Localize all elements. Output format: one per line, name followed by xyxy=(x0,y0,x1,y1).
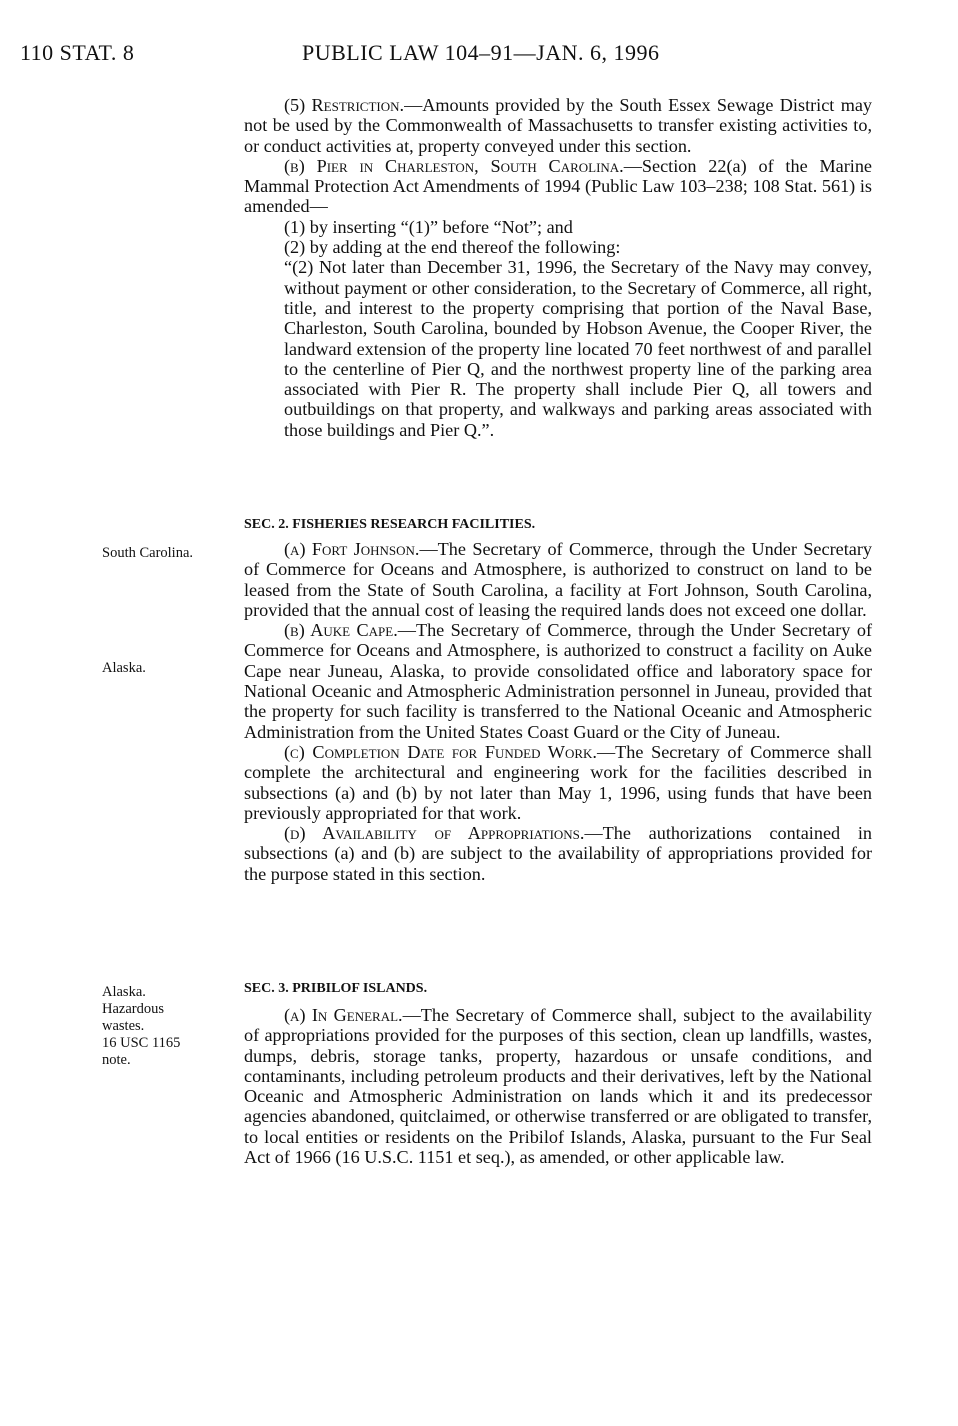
paragraph-heading: (b) Pier in Charleston, South Carolina. xyxy=(284,155,624,176)
margin-note-line: Hazardous xyxy=(102,1001,165,1017)
paragraph-heading: (5) Restriction. xyxy=(284,95,405,115)
paragraph-heading: (d) Availability of Appropriations. xyxy=(284,823,585,844)
margin-note-alaska-2 xyxy=(102,984,180,1069)
paragraph-3a-in-general xyxy=(244,1005,872,1167)
section-3-heading: SEC. 3. PRIBILOF ISLANDS. xyxy=(244,981,428,996)
page-stat-number: 110 STAT. 8 xyxy=(20,40,135,65)
paragraph-heading: (c) Completion Date for Funded Work. xyxy=(284,741,597,762)
paragraph-heading: (b) Auke Cape. xyxy=(284,620,398,641)
section-2-heading: SEC. 2. FISHERIES RESEARCH FACILITIES. xyxy=(244,517,536,532)
margin-note-line: wastes. xyxy=(102,1018,145,1034)
section-3-body xyxy=(244,1005,872,1167)
paragraph-b-pier xyxy=(244,156,872,217)
paragraph-5-restriction xyxy=(244,95,872,156)
list-item-2: (2) by adding at the end thereof the following: xyxy=(284,237,621,258)
paragraph-text: —The Secretary of Commerce, through the Under Secretary of Commerce for Oceans and Atmosphere, is authorized to construct on land to be leased from the State of South Carolina, a facility at Fort Johnson, South Carolina, provided that the annual cost of leasing the required lands does not exceed one dollar. xyxy=(244,539,872,620)
margin-note-alaska: Alaska. xyxy=(102,660,146,676)
margin-note-line: 16 USC 1165 xyxy=(102,1035,181,1051)
paragraph-text: —Amounts provided by the South Essex Sewage District may not be used by the Commonwealth of Massachusetts to transfer existing activities to, or conduct activities at, property conveyed under this section. xyxy=(244,95,873,156)
margin-note-line: Alaska. xyxy=(102,984,146,1000)
quoted-amendment: “(2) Not later than December 31, 1996, the Secretary of the Navy may convey, without payment or other consideration, to the Secretary of Commerce, all right, title, and interest to the property comprising that portion of the Naval Base, Charleston, South Carolina, bounded by Hobson Avenue, the Cooper River, the landward extension of the property line located 70 feet northwest of and parallel to the centerline of Pier Q, and the northwest property line of the parking area associated with Pier R. The property shall include Pier Q, all towers and outbuildings on that property, and walkways and parking areas associated with those buildings and Pier Q.”. xyxy=(284,257,872,440)
paragraph-text: —The Secretary of Commerce shall complete the architectural and engineering work for the facilities described in subsections (a) and (b) by not later than May 1, 1996, using funds that have been previously appropriated for that work. xyxy=(244,741,872,823)
paragraph-heading: (a) In General. xyxy=(284,1005,403,1025)
list-item-1: (1) by inserting “(1)” before “Not”; and xyxy=(284,216,573,237)
section-1-continuation xyxy=(244,95,872,440)
section-2-body xyxy=(244,539,872,884)
margin-note-south-carolina: South Carolina. xyxy=(102,545,194,561)
paragraph-2d-availability xyxy=(244,823,872,884)
running-header: PUBLIC LAW 104–91—JAN. 6, 1996 xyxy=(302,40,660,65)
paragraph-text: —The authorizations contained in subsections (a) and (b) are subject to the availability of appropriations provided for the purpose stated in this section. xyxy=(244,823,872,884)
paragraph-text: —The Secretary of Commerce shall, subject to the availability of appropriations provided for the purposes of this section, clean up landfills, wastes, dumps, debris, storage tanks, property, hazardous or unsafe conditions, and contaminants, including petroleum products and their derivatives, left by the National Oceanic and Atmospheric Administration on lands which it and its predecessor agencies abandoned, quitclaimed, or otherwise transferred or are obligated to transfer, to local entities or residents on the Pribilof Islands, Alaska, pursuant to the Fur Seal Act of 1966 (16 U.S.C. 1151 et seq.), as amended, or other applicable law. xyxy=(244,1005,872,1168)
paragraph-2b-auke-cape xyxy=(244,620,872,742)
paragraph-text: —Section 22(a) of the Marine Mammal Protection Act Amendments of 1994 (Public Law 103–238; 108 Stat. 561) is amended— xyxy=(244,155,872,217)
paragraph-2a-fort-johnson xyxy=(244,539,872,620)
margin-note-line: note. xyxy=(102,1052,131,1068)
paragraph-heading: (a) Fort Johnson. xyxy=(284,539,420,559)
paragraph-2c-completion xyxy=(244,742,872,823)
paragraph-text: —The Secretary of Commerce, through the Under Secretary of Commerce for Oceans and Atmosphere, is authorized to construct a facility on Auke Cape near Juneau, Alaska, to provide consolidated office and laboratory space for National Oceanic and Atmospheric Administration personnel in Juneau, provided that the property for such facility is transferred to the National Oceanic and Atmospheric Administration from the United States Coast Guard or the City of Juneau. xyxy=(244,620,872,742)
